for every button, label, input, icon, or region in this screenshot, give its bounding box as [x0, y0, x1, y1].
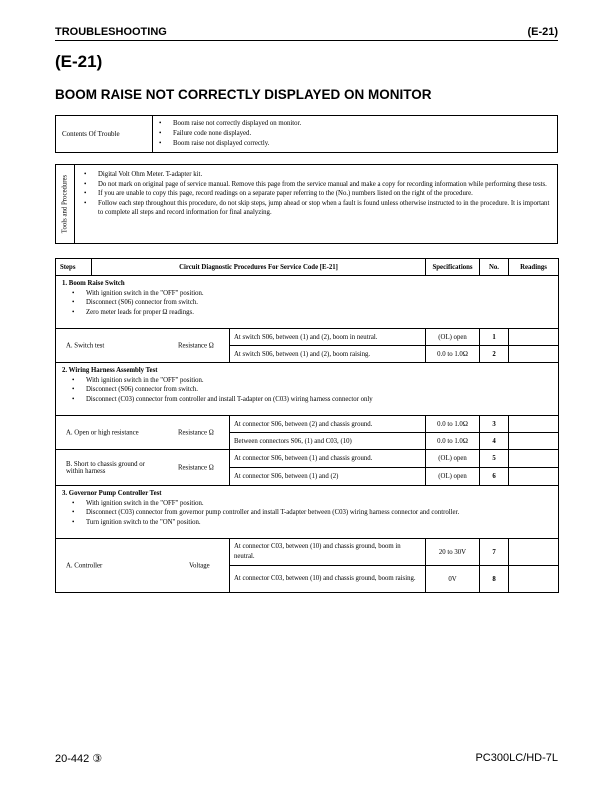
spec-cell: (OL) open — [426, 468, 480, 486]
header-code: (E-21) — [527, 26, 558, 38]
procedure-cell: At connector C03, between (10) and chassis ground, boom in neutral. — [230, 539, 426, 566]
th-readings: Readings — [509, 259, 559, 276]
test-type: Resistance Ω — [178, 429, 214, 436]
th-steps: Steps — [56, 259, 92, 276]
contents-item: • Boom raise not correctly displayed on monitor. — [157, 119, 301, 129]
tools-item: • Do not mark on original page of service manual. Remove this page from the service manual and make a copy for recording information while performing these tests. — [82, 180, 552, 190]
tools-label: Tools and Procedures — [61, 174, 69, 234]
procedure-cell: At switch S06, between (1) and (2), boom raising. — [230, 346, 426, 363]
no-cell: 3 — [480, 416, 509, 433]
reading-cell[interactable] — [509, 416, 559, 433]
section-title: 2. Wiring Harness Assembly Test — [62, 367, 158, 374]
no-cell: 2 — [480, 346, 509, 363]
table-row — [56, 450, 559, 468]
section-bullet: • Disconnect (S06) connector from switch. — [70, 385, 552, 395]
spec-cell: (OL) open — [426, 450, 480, 468]
no-cell: 8 — [480, 566, 509, 593]
spec-cell: 0.0 to 1.0Ω — [426, 416, 480, 433]
no-cell: 1 — [480, 329, 509, 346]
test-label: A. Controller — [66, 562, 103, 569]
procedure-cell: At switch S06, between (1) and (2), boom in neutral. — [230, 329, 426, 346]
table-row — [56, 416, 559, 433]
spec-cell: 0V — [426, 566, 480, 593]
section-bullet: • Disconnect (C03) connector from controller and install T-adapter on (C03) wiring harness connector only — [70, 395, 552, 405]
tools-item: • Follow each step throughout this procedure, do not skip steps, jump ahead or stop when a fault is found unless otherwise instructed to in the procedure. It is important to complete all steps and record information for final analyzing. — [82, 199, 552, 218]
tools-list — [82, 170, 552, 218]
section-title: 1. Boom Raise Switch — [62, 280, 125, 287]
section-bullet: • Turn ignition switch to the "ON" position. — [70, 518, 552, 528]
page-number: 20-442 ③ — [55, 753, 103, 765]
test-label: A. Switch test — [66, 342, 105, 349]
header-section: TROUBLESHOOTING — [55, 26, 167, 38]
model-number: PC300LC/HD-7L — [475, 752, 558, 764]
no-cell: 7 — [480, 539, 509, 566]
contents-label: Contents Of Trouble — [56, 116, 153, 152]
section-bullet: • With ignition switch in the "OFF" position. — [70, 499, 552, 509]
contents-item: • Failure code none displayed. — [157, 129, 301, 139]
section-bullet: • Disconnect (S06) connector from switch. — [70, 298, 552, 308]
spec-cell: 0.0 to 1.0Ω — [426, 346, 480, 363]
spec-cell: 0.0 to 1.0Ω — [426, 433, 480, 450]
contents-list — [157, 119, 301, 149]
reading-cell[interactable] — [509, 433, 559, 450]
procedure-cell: At connector S06, between (2) and chassis ground. — [230, 416, 426, 433]
test-type: Resistance Ω — [178, 342, 214, 349]
section-bullet: • Zero meter leads for proper Ω readings. — [70, 308, 552, 318]
tools-and-procedures-box — [55, 164, 558, 244]
section-bullet: • Disconnect (C03) connector from governor pump controller and install T-adapter between (C03) wiring harness connector and controller. — [70, 508, 552, 518]
test-type: Voltage — [189, 562, 210, 569]
tools-label-column — [56, 165, 75, 243]
tools-item: • Digital Volt Ohm Meter. T-adapter kit. — [82, 170, 552, 180]
reading-cell[interactable] — [509, 468, 559, 486]
table-row — [56, 329, 559, 346]
section-row — [56, 486, 559, 539]
reading-cell[interactable] — [509, 450, 559, 468]
table-row — [56, 539, 559, 566]
tools-item: • If you are unable to copy this page, record readings on a separate paper referring to the (No.) numbers listed on the right of the procedure. — [82, 189, 552, 199]
section-title: 3. Governor Pump Controller Test — [62, 490, 162, 497]
th-procedures: Circuit Diagnostic Procedures For Service Code [E-21] — [92, 259, 426, 276]
test-label: A. Open or high resistance — [66, 429, 139, 436]
page-title: BOOM RAISE NOT CORRECTLY DISPLAYED ON MONITOR — [55, 87, 432, 102]
no-cell: 4 — [480, 433, 509, 450]
section-bullet: • With ignition switch in the "OFF" position. — [70, 289, 552, 299]
th-no: No. — [480, 259, 509, 276]
section-row — [56, 363, 559, 416]
reading-cell[interactable] — [509, 346, 559, 363]
reading-cell[interactable] — [509, 539, 559, 566]
contents-of-trouble-box — [55, 115, 558, 153]
reading-cell[interactable] — [509, 329, 559, 346]
diagnostic-table — [55, 258, 559, 593]
test-type: Resistance Ω — [178, 464, 214, 471]
contents-item: • Boom raise not displayed correctly. — [157, 139, 301, 149]
no-cell: 5 — [480, 450, 509, 468]
code-heading: (E-21) — [55, 52, 103, 71]
procedure-cell: At connector S06, between (1) and chassis ground. — [230, 450, 426, 468]
test-label: B. Short to chassis ground or within harness — [66, 460, 145, 475]
page-header — [55, 26, 558, 41]
no-cell: 6 — [480, 468, 509, 486]
spec-cell: (OL) open — [426, 329, 480, 346]
th-specifications: Specifications — [426, 259, 480, 276]
reading-cell[interactable] — [509, 566, 559, 593]
spec-cell: 20 to 30V — [426, 539, 480, 566]
procedure-cell: Between connectors S06, (1) and C03, (10) — [230, 433, 426, 450]
section-bullet: • With ignition switch in the "OFF" position. — [70, 376, 552, 386]
procedure-cell: At connector C03, between (10) and chassis ground, boom raising. — [230, 566, 426, 593]
section-row — [56, 276, 559, 329]
procedure-cell: At connector S06, between (1) and (2) — [230, 468, 426, 486]
